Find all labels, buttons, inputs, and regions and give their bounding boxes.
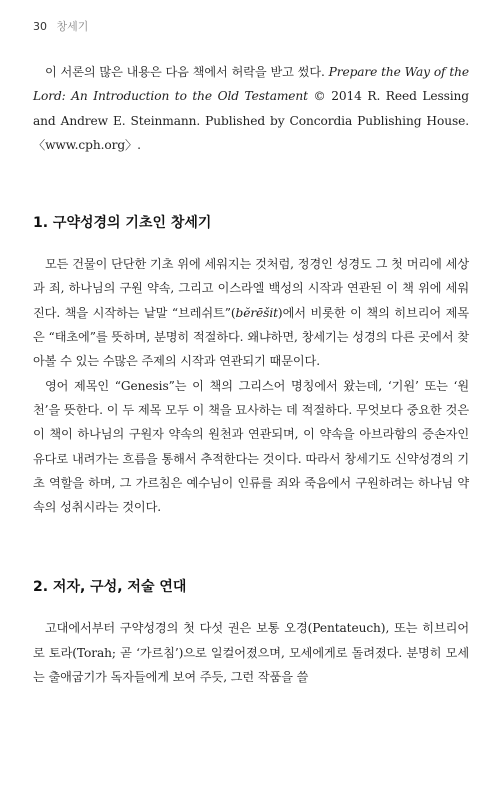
permission-text-a: 이 서론의 많은 내용은 다음 책에서 허락을 받고 썼다. <box>45 65 329 79</box>
source-book-title: Prepare the Way of the Lord: An Introduction to the Old Testament <box>33 65 469 104</box>
permission-text-b: © 2014 R. Reed Lessing and Andrew E. Steinmann. Published by Concordia Publishing House. 〈www.cph.org〉. <box>33 89 470 152</box>
section-heading-1: 1. 구약성경의 기초인 창세기 <box>33 215 212 232</box>
book-title: 창세기 <box>56 20 89 33</box>
section1-paragraph-1 <box>33 252 469 373</box>
running-head <box>33 18 88 34</box>
hebrew-transliteration: bĕrēšit <box>235 305 278 320</box>
section2-paragraph-1: 고대에서부터 구약성경의 첫 다섯 권은 보통 오경(Pentateuch), 또는 히브리어로 토라(Torah; 곧 ‘가르침’)으로 일컬어졌으며, 모세에게로 돌려졌다. 분명히 모세는 출애굽기가 독자들에게 보여 주듯, 그런 작품을 쓸 <box>33 621 469 685</box>
section1-p1-text-b: )에서 비롯한 이 책의 히브리어 제목은 “태초에”를 뜻하며, 분명히 적절하다. 왜냐하면, 창세기는 성경의 다른 곳에서 찾아볼 수 있는 수많은 주제의 시작과 연관되기 때문이다. <box>33 305 469 369</box>
page-body <box>33 60 469 689</box>
permission-note <box>33 60 469 157</box>
page-number: 30 <box>33 20 47 33</box>
section1-paragraph-2: 영어 제목인 “Genesis”는 이 책의 그리스어 명칭에서 왔는데, ‘기원’ 또는 ‘원천’을 뜻한다. 이 두 제목 모두 이 책을 묘사하는 데 적절하다. 무엇보다 중요한 것은 이 책이 하나님의 구원자 약속의 원천과 연관되며, 이 약속을 아브라함의 증손자인 유다로 내려가는 흐름을 통해서 추적한다는 것이다. 따라서 창세기도 신약성경의 기초 역할을 하며, 그 가르침은 예수님이 인류를 죄와 죽음에서 구원하려는 하나님 약속의 성취시라는 것이다. <box>33 378 469 515</box>
section1-p1-text-a: 모든 건물이 단단한 기초 위에 세워지는 것처럼, 정경인 성경도 그 첫 머리에 세상과 죄, 하나님의 구원 약속, 그리고 이스라엘 백성의 시작과 연관된 이 책 위에 세워진다. 책을 시작하는 낱말 “브레쉬트”( <box>33 257 469 320</box>
section-heading-2: 2. 저자, 구성, 저술 연대 <box>33 579 187 596</box>
